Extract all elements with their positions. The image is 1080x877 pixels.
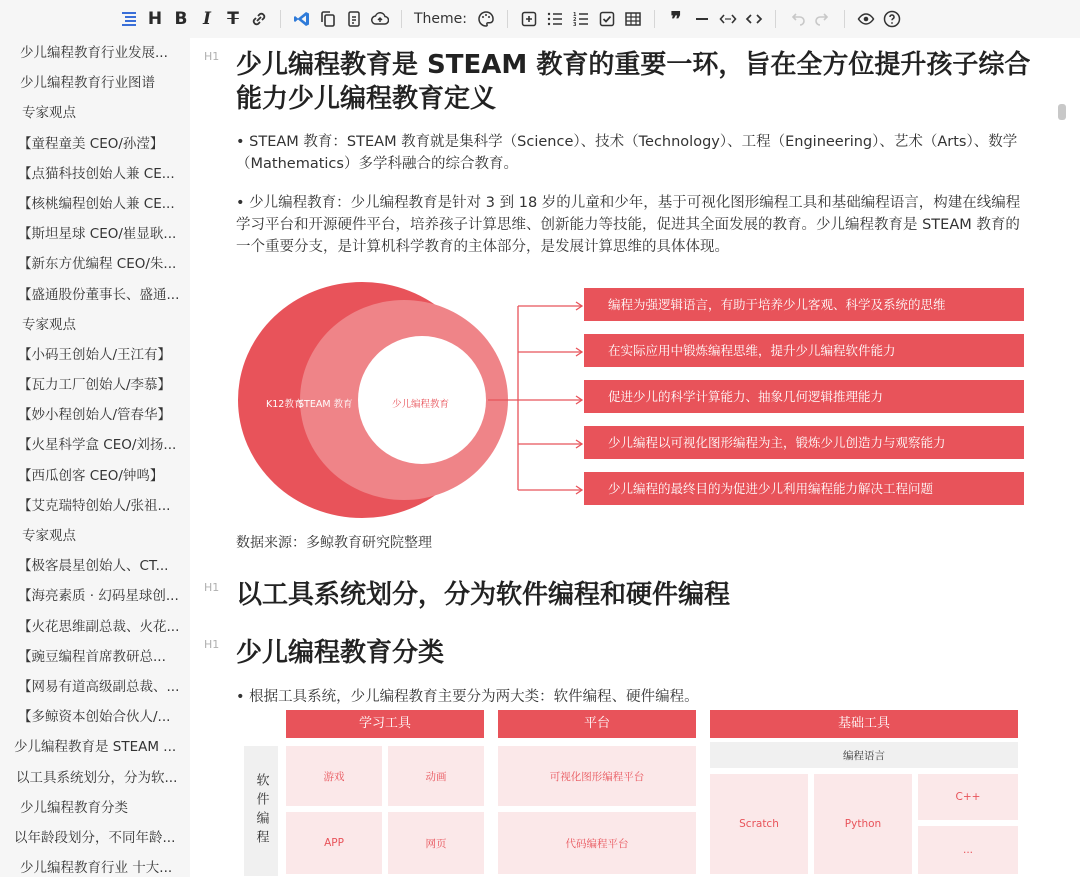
- cell-web: 网页: [388, 812, 484, 874]
- toolbar-divider: [775, 10, 776, 28]
- copy-icon[interactable]: [315, 0, 341, 38]
- theme-palette-icon[interactable]: [473, 0, 499, 38]
- cell-python: Python: [814, 774, 912, 874]
- outline-item[interactable]: 以工具系统划分，分为软...: [16, 769, 178, 786]
- outline-item[interactable]: 【火花思维副总裁、火花...: [18, 618, 180, 635]
- cloud-upload-icon[interactable]: [367, 0, 393, 38]
- heading-classification[interactable]: 少儿编程教育分类: [236, 638, 445, 668]
- outline-item[interactable]: 【海亮素质 · 幻码星球创...: [18, 588, 179, 605]
- paragraph-classification[interactable]: • 根据工具系统，少儿编程教育主要分为两大类：软件编程、硬件编程。: [236, 689, 699, 705]
- paragraph-steam-definition[interactable]: • STEAM 教育：STEAM 教育就是集科学（Science）、技术（Technology）、工程（Engineering）、艺术（Arts）、数学（Mathematics）多学科融合的综合教育。: [236, 134, 1018, 172]
- toolbar-divider: [401, 10, 402, 28]
- label-k12: K12教育: [266, 399, 304, 410]
- cell-more: ...: [918, 826, 1018, 874]
- header-basic-tools: 基础工具: [710, 710, 1018, 738]
- outline-item[interactable]: 以年龄段划分，不同年龄...: [14, 829, 176, 846]
- header-learning-tools: 学习工具: [286, 710, 484, 738]
- outline-item[interactable]: 【瓦力工厂创始人/李慕】: [18, 377, 172, 394]
- toolbar: [0, 0, 1080, 38]
- horizontal-rule-icon[interactable]: [689, 0, 715, 38]
- cell-game: 游戏: [286, 746, 382, 806]
- cell-app: APP: [286, 812, 382, 874]
- connector-arrows: [576, 302, 582, 494]
- outline-item[interactable]: 【斯坦星球 CEO/崔显耿...: [18, 226, 177, 243]
- link-icon[interactable]: [246, 0, 272, 38]
- outline-item[interactable]: 【妙小程创始人/管春华】: [18, 407, 172, 424]
- editor-content: [190, 38, 1068, 877]
- help-icon[interactable]: [879, 0, 905, 38]
- outline-item[interactable]: 【新东方优编程 CEO/朱...: [18, 256, 177, 273]
- label-coding: 少儿编程教育: [392, 399, 450, 410]
- paragraph-coding-definition[interactable]: • 少儿编程教育：少儿编程教育是针对 3 到 18 岁的儿童和少年，基于可视化图形编程工具和基础编程语言，构建在线编程学习平台和开源硬件平台，培养孩子计算思维、创新能力等技能，促进其全面发展的教育。少儿编程教育是 STEAM 教育的一个重要分支，是计算机科学教育的主体部分，是发展计算思维的具体体现。: [236, 195, 1021, 255]
- svg-text:2: 2: [573, 17, 577, 23]
- outline-item[interactable]: 少儿编程教育是 STEAM ...: [14, 739, 177, 756]
- toolbar-divider: [654, 10, 655, 28]
- quote-icon[interactable]: ❞: [670, 7, 682, 31]
- outline-item[interactable]: 少儿编程教育分类: [20, 799, 128, 816]
- concentric-figure: [236, 276, 1024, 524]
- h1-marker: H1: [204, 50, 220, 63]
- outline-item[interactable]: 【核桃编程创始人兼 CE...: [18, 195, 175, 212]
- header-platform: 平台: [498, 710, 696, 738]
- export-doc-icon[interactable]: [341, 0, 367, 38]
- table-icon[interactable]: [620, 0, 646, 38]
- toolbar-divider: [280, 10, 281, 28]
- outline-item[interactable]: 【艾克瑞特创始人/张祖...: [18, 497, 171, 514]
- cell-language-header: 编程语言: [710, 742, 1018, 768]
- outline-item[interactable]: 少儿编程教育行业 十大...: [20, 860, 173, 877]
- classification-figure: [236, 708, 1026, 877]
- row-label-software: 软件编程: [244, 746, 278, 876]
- redo-icon[interactable]: [810, 0, 836, 38]
- heading-tool-system[interactable]: 以工具系统划分，分为软件编程和硬件编程: [236, 580, 731, 610]
- svg-text:1: 1: [573, 12, 577, 18]
- outline-item[interactable]: 【西瓜创客 CEO/钟鸣】: [18, 467, 164, 484]
- strikethrough-icon[interactable]: T: [227, 9, 239, 29]
- outline-item[interactable]: 【豌豆编程首席教研总...: [18, 648, 166, 665]
- outline-item[interactable]: 【网易有道高级副总裁、...: [18, 678, 180, 695]
- heading-steam[interactable]: 少儿编程教育是 STEAM 教育的重要一环，旨在全方位提升孩子综合能力少儿编程教育定义: [236, 50, 1031, 114]
- cell-code-platform: 代码编程平台: [498, 812, 696, 874]
- outline-item[interactable]: 【极客晨星创始人、CT...: [18, 558, 169, 575]
- benefit-box-1: 编程为强逻辑语言，有助于培养少儿客观、科学及系统的思维: [584, 288, 1024, 321]
- svg-text:3: 3: [573, 22, 577, 28]
- undo-icon[interactable]: [784, 0, 810, 38]
- outline-item[interactable]: 少儿编程教育行业发展...: [20, 45, 168, 61]
- outline-item[interactable]: 【点猫科技创始人兼 CE...: [18, 165, 175, 182]
- benefit-box-4: 少儿编程以可视化图形编程为主，锻炼少儿创造力与观察能力: [584, 426, 1024, 459]
- outline-item[interactable]: 【多鲸资本创始合伙人/...: [18, 709, 171, 726]
- bold-icon[interactable]: B: [174, 9, 188, 29]
- outline-item[interactable]: 专家观点: [22, 528, 76, 544]
- preview-eye-icon[interactable]: [853, 0, 879, 38]
- inline-code-icon[interactable]: [715, 0, 741, 38]
- outline-item[interactable]: 专家观点: [22, 105, 76, 122]
- toolbar-divider: [844, 10, 845, 28]
- outline-item[interactable]: 专家观点: [22, 316, 76, 333]
- outline-icon[interactable]: [116, 0, 142, 38]
- outline-item[interactable]: 【盛通股份董事长、盛通...: [18, 286, 180, 303]
- benefit-box-2: 在实际应用中锻炼编程思维，提升少儿编程软件能力: [584, 334, 1024, 367]
- heading-icon[interactable]: H: [147, 9, 163, 29]
- toolbar-divider: [507, 10, 508, 28]
- scrollbar-thumb[interactable]: [1058, 104, 1066, 120]
- cell-cpp: C++: [918, 774, 1018, 820]
- concentric-circles: [236, 276, 584, 524]
- insert-block-icon[interactable]: [516, 0, 542, 38]
- cell-visual-platform: 可视化图形编程平台: [498, 746, 696, 806]
- outline-item[interactable]: 【童程童美 CEO/孙滢】: [18, 135, 164, 152]
- theme-label: Theme:: [414, 11, 468, 27]
- h1-marker: H1: [204, 581, 220, 594]
- benefit-box-3: 促进少儿的科学计算能力、抽象几何逻辑推理能力: [584, 380, 1024, 413]
- cell-scratch: Scratch: [710, 774, 808, 874]
- outline-sidebar: [0, 38, 190, 877]
- outline-item[interactable]: 少儿编程教育行业图谱: [20, 75, 155, 92]
- numbered-list-icon[interactable]: [568, 0, 594, 38]
- cell-animation: 动画: [388, 746, 484, 806]
- outline-item[interactable]: 【火星科学盒 CEO/刘扬...: [18, 437, 177, 454]
- benefit-box-5: 少儿编程的最终目的为促进少儿利用编程能力解决工程问题: [584, 472, 1024, 505]
- figure-caption: 数据来源：多鲸教育研究院整理: [236, 535, 432, 551]
- bullet-list-icon[interactable]: [542, 0, 568, 38]
- code-block-icon[interactable]: [741, 0, 767, 38]
- h1-marker: H1: [204, 638, 220, 651]
- outline-item[interactable]: 【小码王创始人/王江有】: [18, 346, 172, 363]
- label-steam: STEAM 教育: [298, 399, 353, 410]
- italic-icon[interactable]: I: [203, 9, 211, 29]
- vscode-icon[interactable]: [289, 0, 315, 38]
- checkbox-icon[interactable]: [594, 0, 620, 38]
